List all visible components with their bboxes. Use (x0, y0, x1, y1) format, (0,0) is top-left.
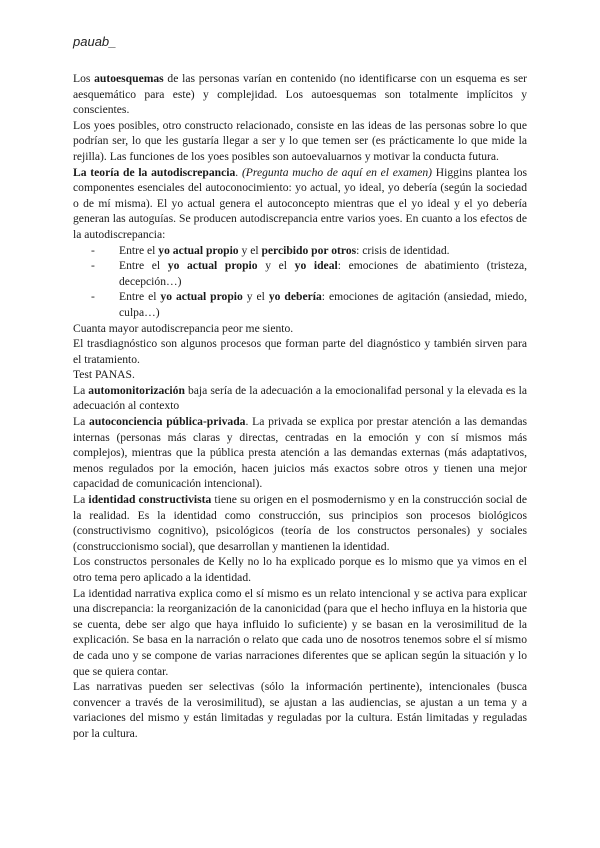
text-run: . La privada se explica por prestar atención a las demandas internas (personas más claras y directas, centradas en la emoción y con sí mismos más complejos), mientras que la pública presta atención a las demandas externas (más adaptativos, menos regulados por la emoción, hacen juicios más exactos sobre otros y tienen una mejor capacidad de comunicación intencional). (73, 415, 527, 491)
page-header: pauab_ (73, 34, 117, 49)
bold-term: yo actual propio (160, 290, 243, 304)
paragraph-yoes-posibles: Los yoes posibles, otro constructo relacionado, consiste en las ideas de las personas sobre lo que podrían ser, lo que les gustaría llegar a ser y lo que temen ser (es prácticamente lo que mide la rejilla). Las funciones de los yoes posibles son autoevaluarnos y motivar la conducta futura. (73, 118, 527, 163)
text-run: : emociones de agitación (ansiedad, miedo, culpa…) (119, 290, 528, 319)
paragraph-kelly: Los constructos personales de Kelly no lo ha explicado porque es lo mismo que ya vimos en el otro tema pero aplicado a la identidad. (73, 555, 527, 584)
bold-term: identidad constructivista (88, 493, 212, 507)
bold-term: automonitorización (88, 383, 185, 397)
text-run: : emociones de abatimiento (tristeza, decepción…) (119, 259, 528, 288)
bold-term: percibido por otros (261, 243, 357, 257)
list-item (73, 289, 527, 320)
text-run: La (73, 383, 89, 397)
text-run: La (73, 493, 89, 507)
bold-term: autoesquemas (94, 72, 164, 85)
paragraph-panas: Test PANAS. (73, 368, 135, 382)
text-run: baja sería de la adecuación a la emocionalifad personal y la elevada es la adecuación al contexto (73, 383, 527, 413)
text-run: tiene su origen en el posmodernismo y en la construcción social de la realidad. Es la identidad como construcción, sus principios son procesos biológicos (constructivismo cognitivo), psicológicos (teoría de los constructos personales) y sociales (construccionismo social), que desarrollan y mantienen la identidad. (73, 493, 527, 553)
document-body (73, 71, 527, 742)
text-run: y el (238, 243, 262, 257)
list-item (73, 258, 527, 289)
text-run: La (73, 415, 90, 429)
italic-note: (Pregunta mucho de aquí en el examen) (241, 165, 433, 179)
paragraph-autoconciencia (73, 414, 527, 492)
paragraph-autodiscrepancia (73, 165, 527, 243)
text-run: Entre el (119, 259, 168, 273)
text-run: Los (73, 72, 95, 85)
bold-term: yo ideal (294, 259, 338, 273)
effects-list (73, 243, 527, 321)
list-item (73, 243, 527, 259)
bold-term: La teoría de la autodiscrepancia (73, 165, 236, 179)
paragraph-autodiscrepancia-effect: Cuanta mayor autodiscrepancia peor me siento. (73, 321, 294, 335)
bold-term: autoconciencia pública-privada (89, 415, 246, 429)
text-run: Entre el (119, 243, 159, 257)
text-run: : crisis de identidad. (356, 243, 450, 257)
bold-term: yo actual propio (158, 243, 239, 257)
paragraph-automonitorizacion (73, 383, 527, 414)
text-run: Entre el (119, 290, 161, 304)
paragraph-identidad-narrativa: La identidad narrativa explica como el sí mismo es un relato intencional y se activa para explicar una discrepancia: la reorganización de la canonicidad (para que el hecho influya en la historia que se cuenta, debe ser algo que haya influido lo suficiente) y se basan en la verosimilitud de la explicación. Se basa en la narración o relato que cada uno de nosotros tenemos sobre el sí mismo de cada uno y se compone de varias narraciones diferentes que se aplican según la situación y lo que se quiera contar. (73, 586, 527, 678)
text-run: de las personas varían en contenido (no identificarse con un esquema es ser aesquemático para este) y complejidad. Los autoesquemas son totalmente implícitos y conscientes. (73, 72, 527, 117)
text-run: Higgins plantea los componentes esenciales del autoconocimiento: yo actual, yo ideal, yo debería (según la sociedad o de mí misma). El yo actual genera el autoconcepto mientras que el yo ideal y el yo debería generan las autoguías. Se producen autodiscrepancia entre varios yoes. En cuanto a los efectos de la autodiscrepancia: (73, 165, 528, 241)
text-run: y el (257, 259, 295, 273)
bold-term: yo actual propio (167, 259, 258, 273)
paragraph-narrativas: Las narrativas pueden ser selectivas (sólo la información pertinente), intencionales (busca convencer a través de la verosimilitud), se ajustan a las audiencias, se ajustan a un tema y a variaciones del mismo y están limitadas y reguladas por la cultura. Están limitadas y reguladas por la cultura. (73, 680, 527, 740)
paragraph-trasdiagnostico: El trasdiagnóstico son algunos procesos que forman parte del diagnóstico y también sirven para el tratamiento. (73, 337, 527, 366)
bold-term: yo debería (268, 290, 322, 304)
paragraph-autoesquemas (73, 71, 527, 118)
text-run: y el (242, 290, 269, 304)
text-run: . (235, 165, 242, 179)
paragraph-identidad-constructivista (73, 492, 527, 554)
